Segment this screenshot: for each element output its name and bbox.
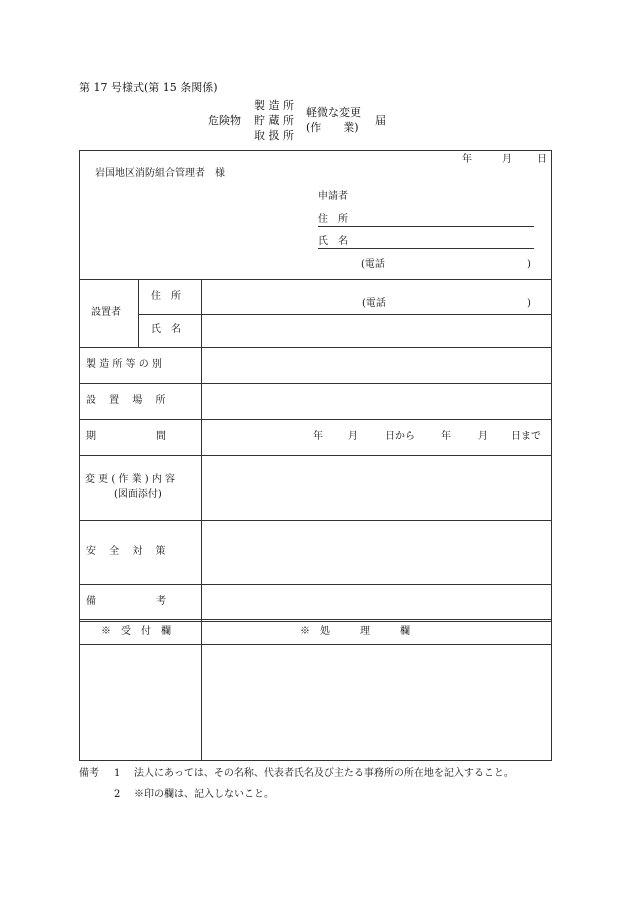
facility-type-label: 製 造 所 等 の 別: [86, 359, 162, 370]
note-1-number: 1: [114, 768, 121, 779]
date-year: 年: [462, 154, 472, 165]
notes-label: 備考: [79, 768, 99, 779]
title-suffix: 届: [375, 114, 386, 127]
change-content-note: (図面添付): [114, 489, 162, 500]
applicant-phone-close: ): [527, 259, 531, 270]
rule-safety-bottom: [79, 584, 552, 585]
applicant-name-line: [318, 248, 534, 249]
change-content-label: 変 更 ( 作 業 ) 内 容: [85, 474, 176, 485]
title-facility-manufacturing: 製 造 所: [254, 99, 294, 112]
rule-label-column: [201, 279, 202, 761]
location-label: 設 置 場 所: [86, 395, 166, 406]
applicant-address-line: [318, 226, 534, 227]
reception-header: ※ 受 付 欄: [101, 626, 171, 637]
installer-label: 設置者: [91, 307, 121, 318]
date-month: 月: [502, 154, 512, 165]
remarks-label: 備 考: [86, 596, 166, 607]
form-number: 第 17 号様式(第 15 条関係): [79, 81, 218, 94]
rule-remarks-bottom-2: [79, 621, 552, 622]
applicant-phone-open: (電話: [361, 259, 385, 270]
installer-phone-close: ): [527, 298, 531, 309]
applicant-address-label: 住 所: [318, 214, 348, 225]
rule-remarks-bottom-1: [79, 619, 552, 620]
period-month-1: 月: [348, 431, 358, 442]
rule-installer-bottom: [79, 347, 552, 348]
rule-installer-split: [138, 279, 139, 347]
rule-change-bottom: [79, 520, 552, 521]
rule-period-bottom: [79, 455, 552, 456]
rule-location-bottom: [79, 419, 552, 420]
title-prefix: 危険物: [208, 114, 241, 127]
period-label: 期 間: [86, 431, 166, 442]
period-month-2: 月: [478, 431, 488, 442]
applicant-label: 申請者: [318, 191, 348, 202]
title-work: (作 業): [306, 121, 359, 134]
applicant-name-label: 氏 名: [318, 236, 348, 247]
installer-address-label: 住 所: [151, 291, 181, 302]
processing-header: ※ 処 理 欄: [300, 626, 410, 637]
note-2-text: ※印の欄は、記入しないこと。: [134, 789, 274, 800]
safety-label: 安 全 対 策: [86, 546, 166, 557]
period-until: 日まで: [511, 431, 541, 442]
note-1-text: 法人にあっては、その名称、代表者氏名及び主たる事務所の所在地を記入すること。: [134, 768, 514, 779]
rule-header-bottom: [79, 279, 552, 280]
title-facility-handling: 取 扱 所: [254, 129, 294, 142]
addressee: 岩国地区消防組合管理者 様: [95, 168, 225, 179]
installer-phone-open: (電話: [362, 298, 386, 309]
date-day: 日: [537, 154, 547, 165]
period-from: 日から: [385, 431, 415, 442]
rule-footer-header-bottom: [79, 644, 552, 645]
period-year-1: 年: [313, 431, 323, 442]
title-minor-change: 軽微な変更: [306, 106, 361, 119]
period-year-2: 年: [441, 431, 451, 442]
installer-name-label: 氏 名: [151, 324, 181, 335]
note-2-number: 2: [114, 789, 121, 800]
title-facility-storage: 貯 蔵 所: [254, 114, 294, 127]
rule-facility-type-bottom: [79, 383, 552, 384]
